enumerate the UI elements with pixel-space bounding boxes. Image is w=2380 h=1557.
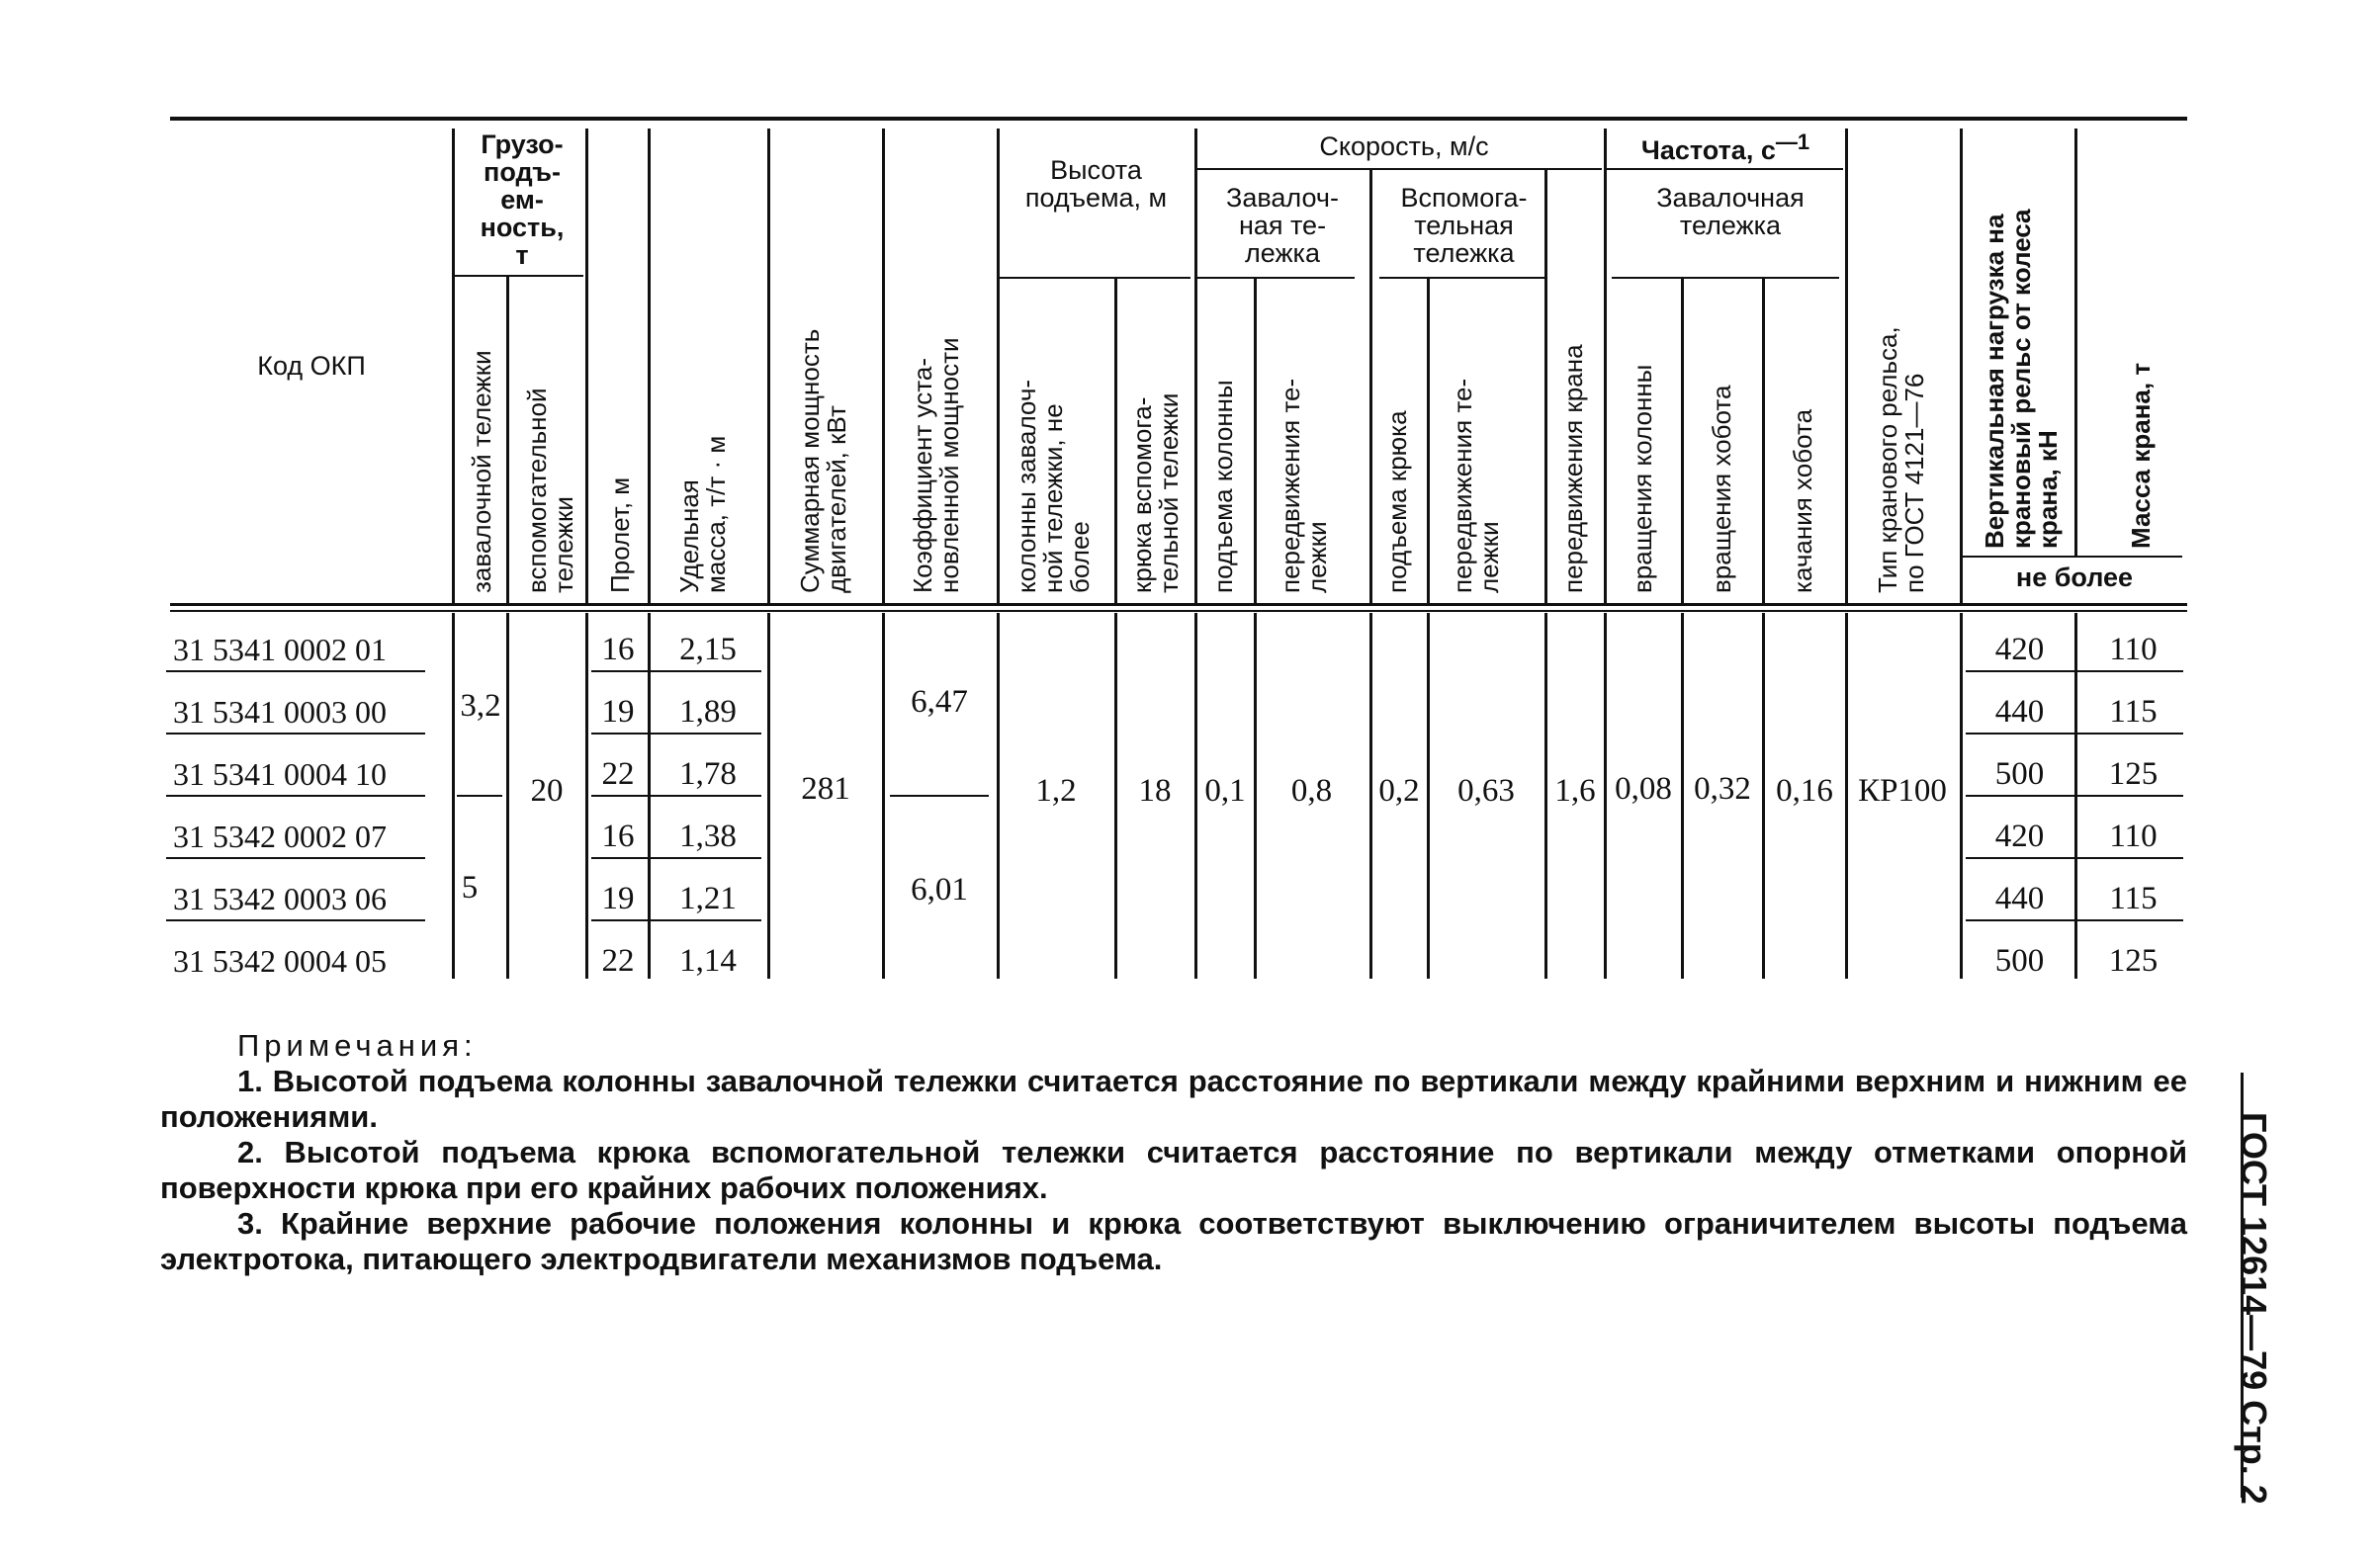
col-rule bbox=[997, 129, 1000, 603]
row-massa: 110 bbox=[2109, 632, 2158, 667]
body-col-rule bbox=[585, 613, 588, 979]
sk-peredv-krana-value: 1,6 bbox=[1554, 773, 1596, 809]
ne-bolee-header: не более bbox=[2015, 562, 2134, 592]
row-rule bbox=[1966, 857, 2183, 859]
row-nagruzka: 500 bbox=[1994, 943, 2045, 979]
koef-top: 6,47 bbox=[911, 684, 968, 720]
row-udelnaya: 1,21 bbox=[679, 881, 737, 916]
col-rule bbox=[767, 129, 770, 603]
row-rule bbox=[166, 670, 425, 672]
body-col-rule bbox=[452, 613, 455, 979]
col-rule bbox=[1194, 129, 1197, 603]
gruzopodemnost-header: Грузо-подъ-ем-ность, т bbox=[480, 130, 565, 270]
body-col-rule bbox=[882, 613, 885, 979]
chastota-exponent: —1 bbox=[1775, 130, 1810, 154]
vsp-telezhka-header: Вспомога-тельная тележка bbox=[1400, 183, 1528, 268]
skorost-subrule bbox=[1196, 168, 1602, 170]
sk-peredv-zav-value: 0,8 bbox=[1290, 773, 1333, 809]
chastota-label: Частота, с bbox=[1640, 135, 1776, 165]
row-code: 31 5342 0002 07 bbox=[173, 819, 387, 854]
row-nagruzka: 420 bbox=[1994, 632, 2045, 667]
vysota-kolonny-value: 1,2 bbox=[1035, 773, 1077, 809]
row-rule bbox=[166, 857, 425, 859]
row-rule bbox=[1966, 919, 2183, 921]
col-rule bbox=[452, 129, 455, 603]
row-udelnaya: 2,15 bbox=[679, 632, 737, 667]
kod-okp-header: Код ОКП bbox=[257, 351, 366, 381]
peredv-telezhki-2-header: передвижения те- лежки bbox=[1448, 378, 1504, 593]
gruz-subrule bbox=[455, 275, 583, 277]
ch-kach-khobota-value: 0,16 bbox=[1776, 773, 1833, 809]
col-rule bbox=[1604, 129, 1607, 603]
vspomogatelnoy-header: вспомогательной тележки bbox=[522, 388, 578, 593]
col-rule bbox=[1681, 279, 1684, 603]
kach-khobota-header: качания хобота bbox=[1788, 408, 1817, 593]
notes-block bbox=[160, 1028, 2187, 1277]
zavalochnoy-header: завалочной тележки bbox=[467, 350, 496, 593]
col-rule bbox=[648, 129, 651, 603]
row-udelnaya: 1,78 bbox=[679, 756, 737, 792]
zav-telezhka-header: Завалоч-ная те-лежка bbox=[1226, 183, 1339, 268]
note-item: 2. Высотой подъема крюка вспомогательной тележки считается расстояние по вертикали между отметками опорной поверхности крюка при его крайних рабочих положениях. bbox=[160, 1135, 2187, 1205]
summarnaya-header: Суммарная мощность двигателей, кВт bbox=[795, 328, 851, 593]
row-prolet: 19 bbox=[601, 881, 635, 916]
vysota-header: Высота подъема, м bbox=[1024, 155, 1168, 213]
massa-krana-header: Масса крана, т bbox=[2126, 362, 2156, 549]
row-code: 31 5341 0004 10 bbox=[173, 756, 387, 792]
row-code: 31 5341 0003 00 bbox=[173, 694, 387, 730]
col-rule bbox=[882, 129, 885, 603]
chastota-header bbox=[1607, 129, 1844, 164]
sk-pod-kryuka-value: 0,2 bbox=[1378, 773, 1420, 809]
row-massa: 110 bbox=[2109, 819, 2158, 854]
table-top-rule bbox=[170, 117, 2187, 121]
row-rule bbox=[1966, 670, 2183, 672]
kryuka-vsp-header: крюка вспомога- тельной тележки bbox=[1127, 392, 1184, 593]
koefficient-header: Коэффициент уста- новленной мощности bbox=[908, 337, 964, 593]
summarnaya-value: 281 bbox=[801, 771, 850, 807]
header-bottom-rule-2 bbox=[170, 610, 2187, 612]
koef-bottom: 6,01 bbox=[911, 872, 968, 908]
col-rule bbox=[1254, 279, 1257, 603]
row-prolet: 19 bbox=[601, 694, 635, 730]
koef-divider bbox=[890, 795, 989, 797]
ch-vrasch-kolonny-value: 0,08 bbox=[1615, 771, 1672, 807]
col-rule bbox=[1845, 129, 1848, 603]
vert-nagruzka-header: Вертикальная нагрузка на крановый рельс от колеса крана, кН bbox=[1980, 209, 2063, 549]
gruz-zav-top: 3,2 bbox=[460, 688, 501, 724]
vrasch-kolonny-header: вращения колонны bbox=[1628, 364, 1657, 593]
row-nagruzka: 440 bbox=[1994, 881, 2045, 916]
gruz-zav-bottom: 5 bbox=[461, 870, 479, 906]
notes-title: Примечания: bbox=[237, 1028, 478, 1063]
body-col-rule bbox=[997, 613, 1000, 979]
row-massa: 115 bbox=[2109, 694, 2158, 730]
peredv-krana-header: передвижения крана bbox=[1558, 344, 1588, 593]
page-label: ГОСТ 12614—79 Стр. 2 bbox=[2234, 1112, 2274, 1505]
sk-pod-kolonny-value: 0,1 bbox=[1204, 773, 1246, 809]
row-code: 31 5342 0004 05 bbox=[173, 943, 387, 979]
row-rule bbox=[166, 795, 425, 797]
row-udelnaya: 1,14 bbox=[679, 943, 737, 979]
ch-vrasch-khobota-value: 0,32 bbox=[1694, 771, 1751, 807]
note-item: 1. Высотой подъема колонны завалочной тележки считается расстояние по вертикали между крайними верхним и нижним ее положениями. bbox=[160, 1064, 2187, 1134]
row-prolet: 16 bbox=[601, 632, 635, 667]
row-prolet: 16 bbox=[601, 819, 635, 854]
col-rule bbox=[506, 277, 509, 603]
row-massa: 125 bbox=[2108, 943, 2159, 979]
header-bottom-rule bbox=[170, 603, 2187, 606]
row-rule bbox=[1966, 733, 2183, 735]
tip-relsa-value: КР100 bbox=[1858, 773, 1947, 809]
podema-kryuka-header: подъема крюка bbox=[1382, 410, 1412, 593]
prolet-header: Пролет, м bbox=[605, 476, 635, 593]
row-nagruzka: 440 bbox=[1994, 694, 2045, 730]
row-massa: 125 bbox=[2108, 756, 2159, 792]
gruz-zav-divider bbox=[457, 795, 502, 797]
gruz-vsp: 20 bbox=[530, 773, 564, 809]
zav-subrule bbox=[1196, 277, 1355, 279]
sk-peredv-vsp-value: 0,63 bbox=[1457, 773, 1515, 809]
col-rule bbox=[1762, 279, 1765, 603]
row-rule bbox=[1966, 795, 2183, 797]
col-rule bbox=[1427, 279, 1430, 603]
col-rule bbox=[1960, 129, 1963, 603]
chastota-zav-header: Завалочная тележка bbox=[1656, 183, 1805, 240]
row-massa: 115 bbox=[2109, 881, 2158, 916]
vrasch-khobota-header: вращения хобота bbox=[1707, 385, 1736, 593]
podema-kolonny-header: подъема колонны bbox=[1208, 380, 1238, 593]
col-rule bbox=[585, 129, 588, 603]
row-rule bbox=[591, 670, 761, 672]
vysota-subrule bbox=[997, 277, 1190, 279]
row-rule bbox=[591, 857, 761, 859]
chastota-subrule bbox=[1604, 168, 1843, 170]
vysota-kryuka-value: 18 bbox=[1138, 773, 1172, 809]
row-nagruzka: 420 bbox=[1994, 819, 2045, 854]
row-nagruzka: 500 bbox=[1994, 756, 2045, 792]
col-rule bbox=[2074, 129, 2077, 556]
row-rule bbox=[166, 919, 425, 921]
row-udelnaya: 1,38 bbox=[679, 819, 737, 854]
col-rule bbox=[1114, 279, 1117, 603]
tip-relsa-header: Тип кранового рельса, по ГОСТ 4121—76 bbox=[1873, 326, 1929, 593]
row-prolet: 22 bbox=[601, 943, 635, 979]
kolonny-zav-header: колонны завалоч- ной тележки, не более bbox=[1012, 379, 1095, 593]
row-udelnaya: 1,89 bbox=[679, 694, 737, 730]
body-col-rule bbox=[1960, 613, 1963, 979]
note-item: 3. Крайние верхние рабочие положения колонны и крюка соответствуют выключению ограничителем высоты подъема электротока, питающего электродвигатели механизмов подъема. bbox=[160, 1206, 2187, 1276]
udelnaya-header: Удельная масса, т/т · м bbox=[674, 435, 731, 593]
row-prolet: 22 bbox=[601, 756, 635, 792]
row-rule bbox=[591, 795, 761, 797]
body-col-rule bbox=[767, 613, 770, 979]
chastota-zav-subrule bbox=[1612, 277, 1839, 279]
row-rule bbox=[166, 733, 425, 735]
nebolee-subrule bbox=[1963, 556, 2182, 558]
row-code: 31 5342 0003 06 bbox=[173, 881, 387, 916]
row-code: 31 5341 0002 01 bbox=[173, 632, 387, 667]
vsp-subrule bbox=[1379, 277, 1547, 279]
peredv-telezhki-1-header: передвижения те- лежки bbox=[1276, 378, 1332, 593]
row-rule bbox=[591, 733, 761, 735]
row-rule bbox=[591, 919, 761, 921]
skorost-header: Скорость, м/с bbox=[1319, 131, 1489, 161]
col-rule bbox=[1369, 170, 1372, 603]
